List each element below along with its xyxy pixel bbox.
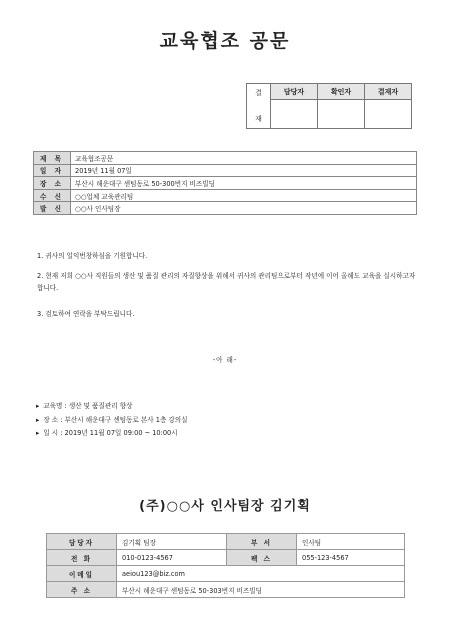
sender-signature: (주)○○사 인사팀장 김기획 (139, 499, 311, 514)
approval-header-checker: 확인자 (318, 84, 365, 100)
contact-value: 김기획 팀장 (117, 534, 227, 550)
detail-item-course (36, 400, 188, 414)
contact-value: 010-0123-4567 (117, 550, 227, 566)
info-label: 일 자 (34, 164, 71, 177)
info-row-place (34, 177, 417, 190)
body-paragraph-1: 1. 귀사의 일익번창하심을 기원합니다. (37, 252, 148, 260)
contact-label: 부 서 (227, 534, 297, 550)
bullet-icon: ▸ (36, 415, 40, 424)
contact-row (47, 566, 405, 582)
contact-value: 인사팀 (297, 534, 405, 550)
info-row-date (34, 164, 417, 177)
body-paragraph-3: 3. 검토하여 연락을 부탁드립니다. (37, 310, 135, 318)
info-table (33, 151, 417, 215)
approval-side-label (247, 84, 271, 129)
info-label: 발 신 (34, 202, 71, 215)
contact-label: 주 소 (47, 582, 117, 598)
detail-item-place (36, 414, 188, 428)
contact-row (47, 550, 405, 566)
approval-side-bottom: 재 (255, 115, 262, 123)
info-value: 2019년 11월 07일 (71, 164, 417, 177)
info-row-recipient (34, 189, 417, 202)
approval-header-manager: 담당자 (271, 84, 318, 100)
approval-sign-checker (318, 100, 365, 129)
contact-label: 팩 스 (227, 550, 297, 566)
contact-value: 055-123-4567 (297, 550, 405, 566)
contact-label: 이메일 (47, 566, 117, 582)
details-list (36, 400, 188, 441)
document-title: 교육협조 공문 (159, 30, 291, 52)
contact-value: 부산시 해운대구 센텀동로 50-303번지 비즈빌딩 (117, 582, 405, 598)
approval-sign-approver (365, 100, 412, 129)
approval-side-top: 결 (255, 89, 262, 97)
detail-text: 일 시 : 2019년 11월 07일 09:00 ~ 10:00시 (43, 429, 178, 437)
detail-text: 장 소 : 부산시 해운대구 센텀동로 본사 1층 강의실 (43, 415, 188, 424)
info-label: 제 목 (34, 152, 71, 165)
detail-text: 교육명 : 생산 및 품질관리 향상 (43, 402, 133, 410)
body-paragraph-2: 2. 현재 저희 ○○사 직원들의 생산 및 품질 관리의 자질향상을 위해서 귀사의 관리팀으로부터 작년에 이어 올해도 교육을 실시하고자 합니다. (37, 272, 416, 292)
info-label: 장 소 (34, 177, 71, 190)
bullet-icon: ▸ (36, 429, 40, 437)
contact-row (47, 534, 405, 550)
contact-table (46, 533, 405, 598)
approval-box (246, 83, 412, 129)
approval-header-approver: 결재자 (365, 84, 412, 100)
contact-value: aeiou123@biz.com (117, 566, 405, 582)
info-value: ○○사 인사팀장 (71, 202, 417, 215)
info-row-subject (34, 152, 417, 165)
contact-label: 담당자 (47, 534, 117, 550)
info-value: 교육협조공문 (71, 152, 417, 165)
approval-sign-manager (271, 100, 318, 129)
info-row-sender (34, 202, 417, 215)
info-value: 부산시 해운대구 센텀동로 50-300번지 비즈빌딩 (71, 177, 417, 190)
detail-item-time (36, 427, 188, 441)
info-value: ○○업체 교육관리팀 (71, 189, 417, 202)
below-mark: -아 래- (212, 356, 238, 364)
info-label: 수 신 (34, 189, 71, 202)
bullet-icon: ▸ (36, 402, 40, 410)
contact-row (47, 582, 405, 598)
contact-label: 전 화 (47, 550, 117, 566)
